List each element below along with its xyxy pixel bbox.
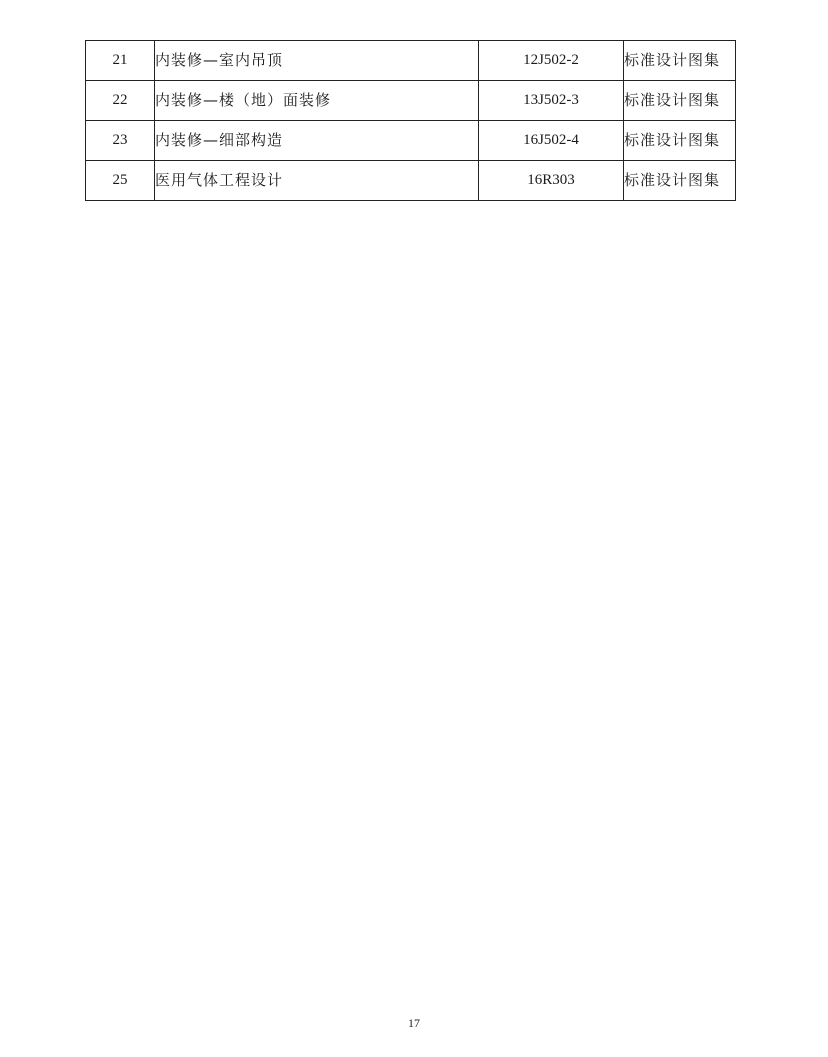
standard-name-cell: 内装修—细部构造 <box>155 121 479 161</box>
table-row <box>86 161 736 201</box>
standard-code-cell: 13J502-3 <box>479 81 624 121</box>
standard-code-cell: 16R303 <box>479 161 624 201</box>
standard-name-cell: 内装修—室内吊顶 <box>155 41 479 81</box>
standard-type-cell: 标准设计图集 <box>624 41 736 81</box>
row-number-cell: 21 <box>86 41 155 81</box>
standard-name-cell: 内装修—楼（地）面装修 <box>155 81 479 121</box>
standard-code-cell: 16J502-4 <box>479 121 624 161</box>
table-row <box>86 41 736 81</box>
standard-code-cell: 12J502-2 <box>479 41 624 81</box>
standards-table <box>85 40 736 201</box>
standard-name-cell: 医用气体工程设计 <box>155 161 479 201</box>
row-number-cell: 22 <box>86 81 155 121</box>
standard-type-cell: 标准设计图集 <box>624 81 736 121</box>
standard-type-cell: 标准设计图集 <box>624 121 736 161</box>
page-number: 17 <box>408 1016 420 1030</box>
row-number-cell: 23 <box>86 121 155 161</box>
standard-type-cell: 标准设计图集 <box>624 161 736 201</box>
table-row <box>86 121 736 161</box>
table-row <box>86 81 736 121</box>
row-number-cell: 25 <box>86 161 155 201</box>
